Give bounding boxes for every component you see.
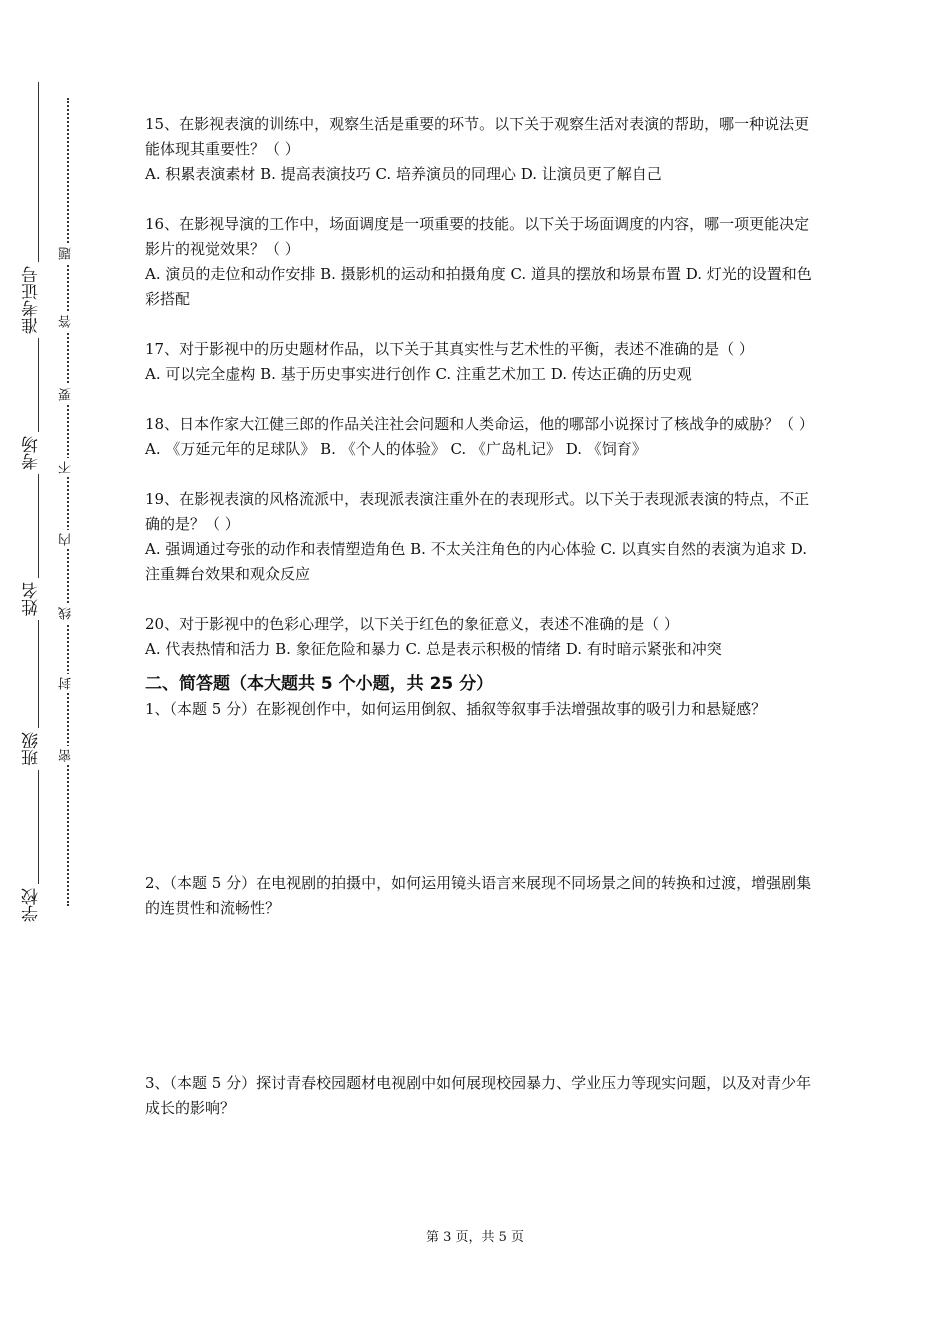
- seal-char: 线: [60, 604, 73, 623]
- question-18: [145, 412, 817, 462]
- question-options: A. 可以完全虚构 B. 基于历史事实进行创作 C. 注重艺术加工 D. 传达正确的历史观: [145, 365, 692, 383]
- short-answer-question-2: 2、（本题 5 分）在电视剧的拍摄中，如何运用镜头语言来展现不同场景之间的转换和过渡，增强剧集的连贯性和流畅性？: [145, 874, 812, 917]
- binding-label-exam-number: 准考证号: [24, 262, 41, 338]
- question-options: A. 积累表演素材 B. 提高表演技巧 C. 培养演员的同理心 D. 让演员更了解自己: [145, 165, 662, 183]
- question-stem: 19、在影视表演的风格流派中，表现派表演注重外在的表现形式。以下关于表现派表演的特点，不正确的是？（ ）: [145, 490, 810, 533]
- seal-char: 内: [60, 530, 73, 549]
- question-17: [145, 337, 817, 387]
- question-stem: 16、在影视导演的工作中，场面调度是一项重要的技能。以下关于场面调度的内容，哪一项更能决定影片的视觉效果？（ ）: [145, 215, 810, 258]
- binding-line: [38, 82, 39, 924]
- question-stem: 20、对于影视中的色彩心理学，以下关于红色的象征意义，表述不准确的是（ ）: [145, 615, 679, 633]
- binding-label-school: 学校: [24, 884, 41, 926]
- question-options: A. 演员的走位和动作安排 B. 摄影机的运动和拍摄角度 C. 道具的摆放和场景布置 D. 灯光的设置和色彩搭配: [145, 265, 812, 308]
- question-options: A. 《万延元年的足球队》 B. 《个人的体验》 C. 《广岛札记》 D. 《饲育》: [145, 440, 647, 458]
- seal-dotted-line: [67, 98, 69, 906]
- page-footer: 第 3 页，共 5 页: [425, 1230, 525, 1245]
- question-20: [145, 612, 817, 662]
- question-15: [145, 112, 817, 187]
- short-answer-question-1: 1、（本题 5 分）在影视创作中，如何运用倒叙、插叙等叙事手法增强故事的吸引力和悬疑感？: [145, 700, 767, 718]
- question-stem: 15、在影视表演的训练中，观察生活是重要的环节。以下关于观察生活对表演的帮助，哪一种说法更能体现其重要性？（ ）: [145, 115, 810, 158]
- question-options: A. 代表热情和活力 B. 象征危险和暴力 C. 总是表示积极的情绪 D. 有时暗示紧张和冲突: [145, 640, 722, 658]
- question-stem: 17、对于影视中的历史题材作品，以下关于其真实性与艺术性的平衡，表述不准确的是（ ）: [145, 340, 754, 358]
- seal-char: 封: [60, 674, 73, 693]
- seal-char: 不: [60, 458, 73, 477]
- question-19: [145, 487, 817, 587]
- binding-label-name: 姓名: [24, 578, 41, 620]
- short-answer-question-3: 3、（本题 5 分）探讨青春校园题材电视剧中如何展现校园暴力、学业压力等现实问题，以及对青少年成长的影响？: [145, 1074, 812, 1117]
- question-16: [145, 212, 817, 312]
- section-title-short-answer: 二、简答题（本大题共 5 个小题，共 25 分）: [145, 674, 494, 694]
- seal-char: 答: [60, 312, 73, 331]
- seal-char: 题: [60, 244, 73, 263]
- question-options: A. 强调通过夸张的动作和表情塑造角色 B. 不太关注角色的内心体验 C. 以真实自然的表演为追求 D. 注重舞台效果和观众反应: [145, 540, 807, 583]
- exam-content: [145, 112, 817, 1121]
- seal-char: 要: [60, 385, 73, 404]
- binding-label-exam-room: 考场: [24, 432, 41, 474]
- seal-char: 密: [60, 746, 73, 765]
- binding-label-class: 班级: [24, 728, 41, 770]
- question-stem: 18、日本作家大江健三郎的作品关注社会问题和人类命运，他的哪部小说探讨了核战争的威胁？（ ）: [145, 415, 814, 433]
